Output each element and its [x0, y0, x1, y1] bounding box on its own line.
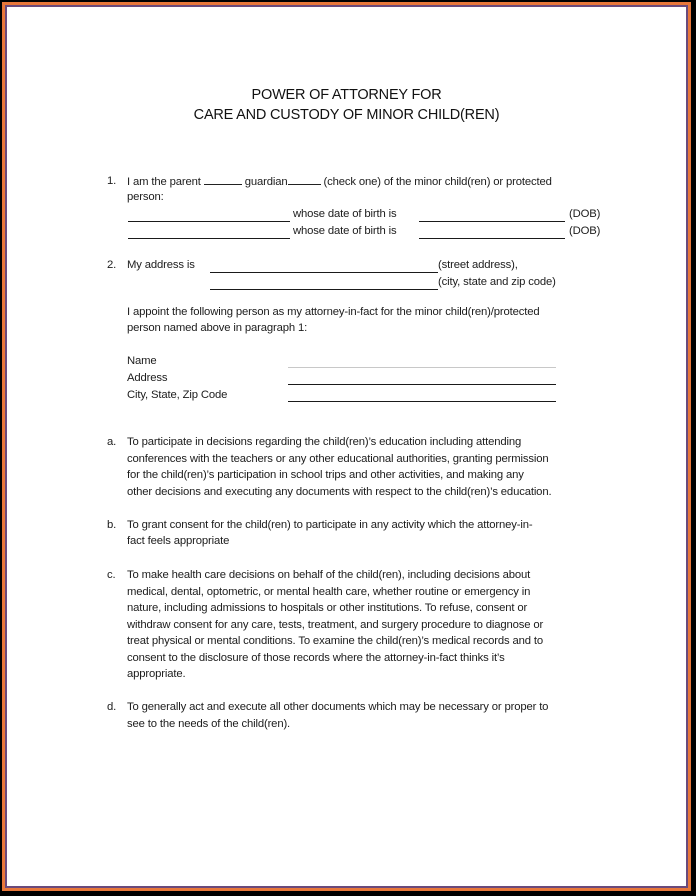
attorney-name-field[interactable]: [288, 367, 556, 368]
street-address-suffix: (street address),: [438, 259, 518, 271]
child1-dob-suffix: (DOB): [569, 208, 601, 220]
child1-name-field[interactable]: [128, 221, 290, 222]
address-label: My address is: [127, 259, 195, 271]
child1-dob-label: whose date of birth is: [293, 208, 397, 220]
power-d-letter: d.: [107, 701, 117, 713]
document-title-line1: POWER OF ATTORNEY FOR: [251, 87, 442, 103]
guardian-checkbox-blank[interactable]: [288, 173, 321, 185]
attorney-address-label: Address: [127, 372, 168, 384]
power-c-line2: medical, dental, optometric, or mental health care, whether routine or emergency in: [127, 586, 531, 598]
child2-dob-label: whose date of birth is: [293, 225, 397, 237]
power-c-line6: consent to the disclosure of those records where the attorney-in-fact thinks it’s: [127, 652, 505, 664]
power-c-line7: appropriate.: [127, 668, 186, 680]
section1-number: 1.: [107, 175, 117, 187]
city-state-zip-field[interactable]: [210, 289, 438, 290]
section1-line1: [127, 173, 552, 191]
power-d-line1: To generally act and execute all other documents which may be necessary or proper to: [127, 701, 549, 713]
attorney-name-label: Name: [127, 355, 157, 367]
attorney-address-field[interactable]: [288, 384, 556, 385]
child1-dob-field[interactable]: [419, 221, 565, 222]
power-c-line4: withdraw consent for any care, tests, treatment, and surgery procedure to diagnose or: [127, 619, 544, 631]
power-a-line3: for the child(ren)’s participation in school trips and other activities, and making any: [127, 469, 524, 481]
power-a-line1: To participate in decisions regarding the child(ren)’s education including attending: [127, 436, 522, 448]
parent-label: I am the parent: [127, 176, 201, 188]
child2-dob-field[interactable]: [419, 238, 565, 239]
person-label: person:: [127, 191, 164, 203]
power-a-line4: other decisions and executing any documents with respect to the child(ren)’s education.: [127, 486, 552, 498]
attorney-city-field[interactable]: [288, 401, 556, 402]
appoint-line1: I appoint the following person as my attorney-in-fact for the minor child(ren)/protected: [127, 306, 540, 318]
guardian-label: guardian: [244, 176, 288, 188]
child2-dob-suffix: (DOB): [569, 225, 601, 237]
attorney-city-label: City, State, Zip Code: [127, 389, 228, 401]
power-c-letter: c.: [107, 569, 116, 581]
child2-name-field[interactable]: [128, 238, 290, 239]
check-one-text: (check one) of the minor child(ren) or protected: [323, 176, 552, 188]
document-title-line2: CARE AND CUSTODY OF MINOR CHILD(REN): [193, 107, 500, 123]
city-state-zip-suffix: (city, state and zip code): [438, 276, 556, 288]
power-d-line2: see to the needs of the child(ren).: [127, 718, 291, 730]
appoint-line2: person named above in paragraph 1:: [127, 322, 308, 334]
section2-number: 2.: [107, 259, 117, 271]
power-a-letter: a.: [107, 436, 117, 448]
power-c-line3: nature, including admissions to hospitals or other institutions. To refuse, consent or: [127, 602, 528, 614]
power-b-line2: fact feels appropriate: [127, 535, 230, 547]
power-b-letter: b.: [107, 519, 117, 531]
power-a-line2: conferences with the teachers or any other educational authorities, granting permission: [127, 453, 549, 465]
parent-checkbox-blank[interactable]: [204, 173, 242, 185]
power-c-line5: treat physical or mental conditions. To examine the child(ren)’s medical records and to: [127, 635, 544, 647]
power-c-line1: To make health care decisions on behalf of the child(ren), including decisions about: [127, 569, 531, 581]
power-b-line1: To grant consent for the child(ren) to participate in any activity which the attorney-in-: [127, 519, 533, 531]
street-address-field[interactable]: [210, 272, 438, 273]
document-page: [7, 7, 686, 886]
